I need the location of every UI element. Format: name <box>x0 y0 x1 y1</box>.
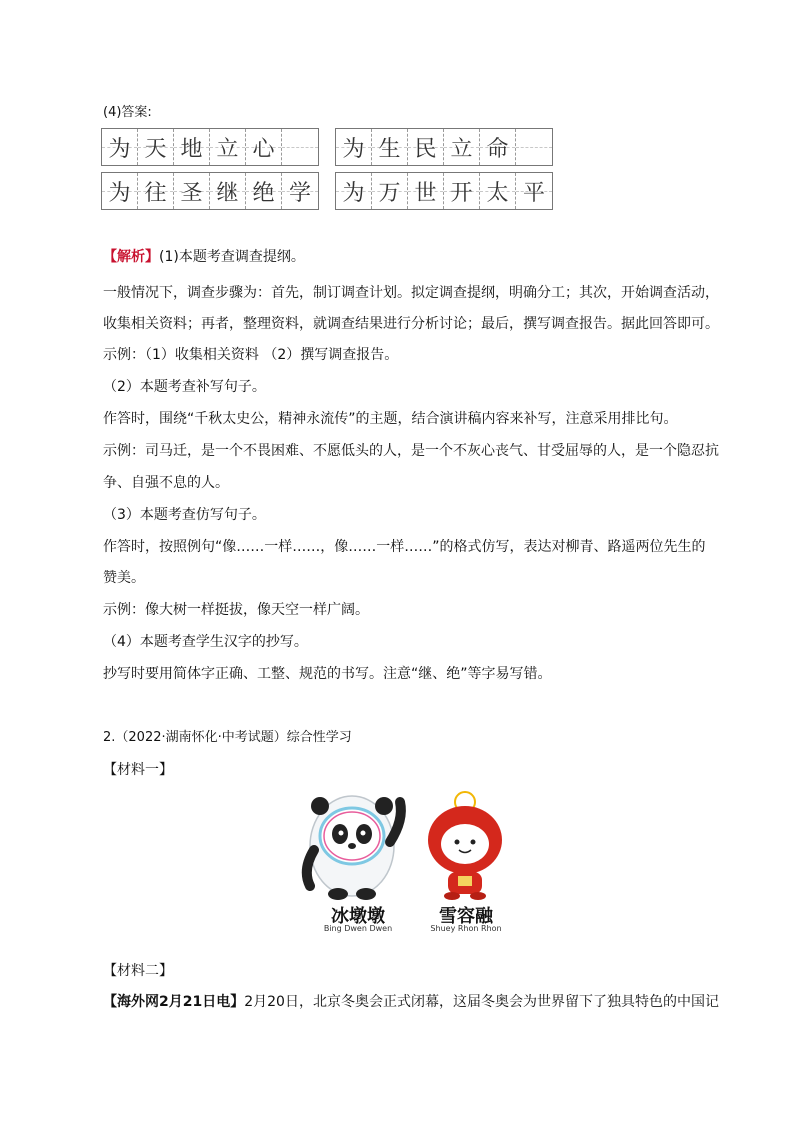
analysis-para: （3）本题考查仿写句子。 <box>103 507 266 523</box>
grid-row-1-left <box>101 128 319 166</box>
grid-row-2-right <box>335 172 553 210</box>
news-tag: 【海外网2月21日电】 <box>103 994 245 1010</box>
grid-cell <box>516 129 552 165</box>
grid-cell: 天 <box>138 129 174 165</box>
grid-cell: 心 <box>246 129 282 165</box>
analysis-heading <box>103 247 305 267</box>
grid-cell: 万 <box>372 173 408 209</box>
grid-row-1-right <box>335 128 553 166</box>
grid-cell: 继 <box>210 173 246 209</box>
mascot-1-pinyin: Bing Dwen Dwen <box>323 924 393 933</box>
grid-cell: 开 <box>444 173 480 209</box>
grid-cell: 往 <box>138 173 174 209</box>
grid-cell: 为 <box>336 129 372 165</box>
analysis-para: 一般情况下，调查步骤为：首先，制订调查计划。拟定调查提纲，明确分工；其次，开始调查活动， <box>103 285 719 301</box>
analysis-para: 示例：司马迁，是一个不畏困难、不愿低头的人，是一个不灰心丧气、甘受屈辱的人，是一个隐忍抗 <box>103 443 719 459</box>
grid-cell: 立 <box>210 129 246 165</box>
grid-cell: 立 <box>444 129 480 165</box>
grid-cell: 太 <box>480 173 516 209</box>
mascot-2-pinyin: Shuey Rhon Rhon <box>430 924 502 933</box>
material-1-label: 【材料一】 <box>103 762 173 778</box>
grid-cell: 绝 <box>246 173 282 209</box>
analysis-para: 示例：（1）收集相关资料 （2）撰写调查报告。 <box>103 347 399 363</box>
analysis-para: 抄写时要用简体字正确、工整、规范的书写。注意“继、绝”等字易写错。 <box>103 666 552 682</box>
mascot-1-name: 冰墩墩 <box>331 906 385 927</box>
analysis-para: 示例：像大树一样挺拔，像天空一样广阔。 <box>103 602 369 618</box>
news-text: 2月20日，北京冬奥会正式闭幕，这届冬奥会为世界留下了独具特色的中国记 <box>244 994 719 1010</box>
analysis-intro: (1)本题考查调查提纲。 <box>159 249 305 265</box>
analysis-para: 赞美。 <box>103 570 145 586</box>
grid-cell: 地 <box>174 129 210 165</box>
grid-row-2-left <box>101 172 319 210</box>
grid-cell: 圣 <box>174 173 210 209</box>
answer-4-label: (4)答案: <box>103 105 152 120</box>
olympic-mascots-image <box>300 790 510 940</box>
grid-cell <box>282 129 318 165</box>
grid-cell: 生 <box>372 129 408 165</box>
grid-cell: 为 <box>102 129 138 165</box>
analysis-para: 收集相关资料；再者，整理资料，就调查结果进行分析讨论；最后，撰写调查报告。据此回答即可。 <box>103 316 719 332</box>
analysis-para: 作答时，按照例句“像……一样……，像……一样……”的格式仿写，表达对柳青、路遥两位先生的 <box>103 539 706 555</box>
lantern-mascot-icon <box>428 792 502 900</box>
news-paragraph <box>103 992 719 1012</box>
analysis-para: （4）本题考查学生汉字的抄写。 <box>103 634 308 650</box>
grid-cell: 为 <box>336 173 372 209</box>
question-2-heading: 2.（2022·湖南怀化·中考试题）综合性学习 <box>103 730 352 745</box>
analysis-para: （2）本题考查补写句子。 <box>103 379 266 395</box>
mascot-2-name: 雪容融 <box>439 906 493 927</box>
panda-mascot-icon <box>307 796 401 900</box>
grid-cell: 为 <box>102 173 138 209</box>
grid-cell: 命 <box>480 129 516 165</box>
grid-cell: 学 <box>282 173 318 209</box>
analysis-tag: 【解析】 <box>103 249 159 265</box>
grid-cell: 世 <box>408 173 444 209</box>
grid-cell: 民 <box>408 129 444 165</box>
material-2-label: 【材料二】 <box>103 963 173 979</box>
grid-cell: 平 <box>516 173 552 209</box>
analysis-para: 争、自强不息的人。 <box>103 475 229 491</box>
analysis-para: 作答时，围绕“千秋太史公，精神永流传”的主题，结合演讲稿内容来补写，注意采用排比句。 <box>103 411 678 427</box>
